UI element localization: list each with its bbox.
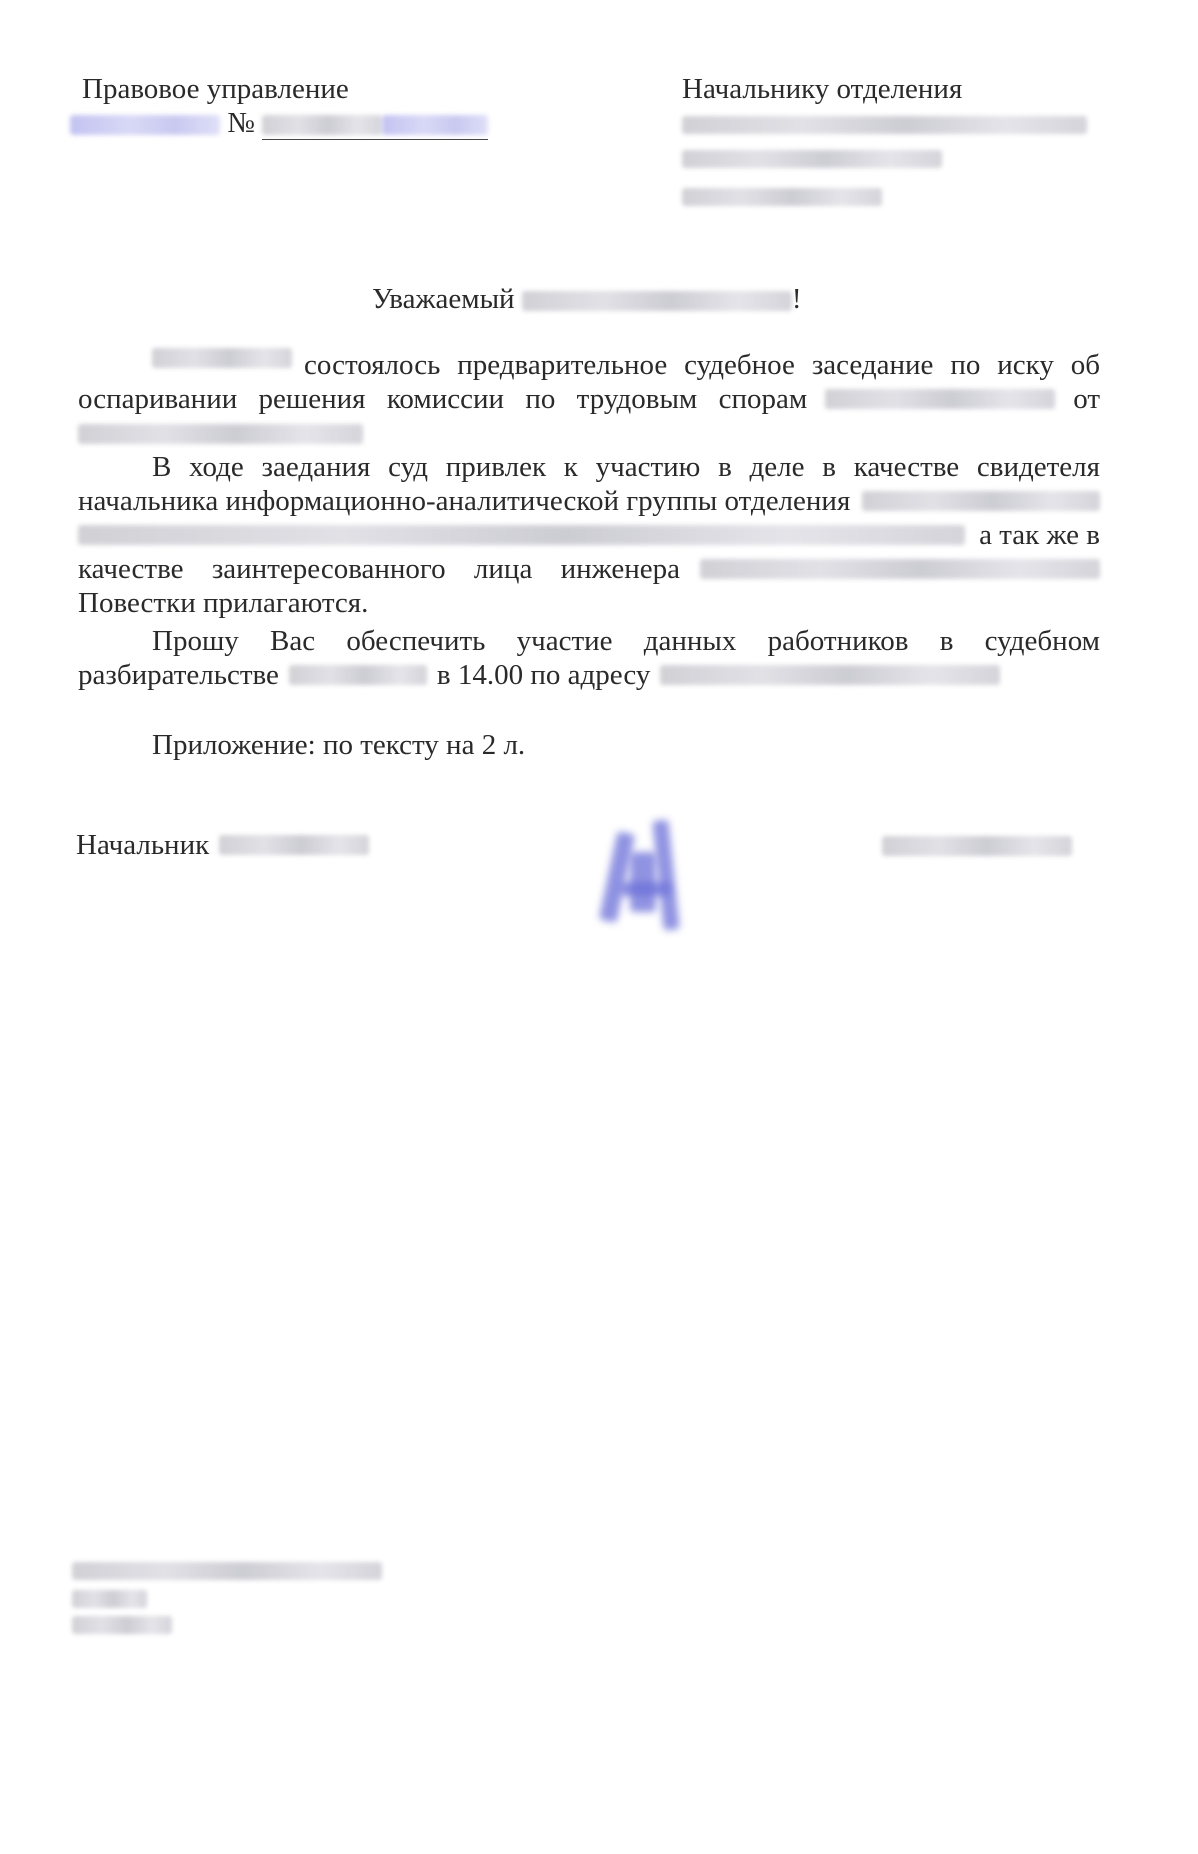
redacted-executor-extra [72,1616,172,1634]
paragraph-2-text-3-end: а так же в [979,519,1100,551]
salutation-prefix: Уважаемый [372,283,515,315]
paragraph-1-line-2 [78,382,1100,416]
signatory-title-text: Начальник [76,829,210,861]
redacted-department-name [862,491,1100,511]
outgoing-number-line [70,106,488,140]
salutation-suffix: ! [791,283,802,315]
paragraph-3-line-1: Прошу Вас обеспечить участие данных работников в судебном [152,625,1100,657]
redacted-addressee-line-3 [682,188,882,208]
paragraph-2-line-1: В ходе заедания суд привлек к участию в деле в качестве свидетеля [152,451,1100,483]
redacted-trial-date [289,665,427,685]
redacted-hearing-date [152,348,292,368]
paragraph-2-line-4 [78,552,1100,586]
sender-department: Правовое управление [82,73,349,105]
addressee-title: Начальнику отделения [682,73,963,105]
paragraph-1-text-2: оспаривании решения комиссии по трудовым спорам [78,383,808,415]
redacted-addressee-name [522,291,792,311]
paragraph-2-line-3 [78,518,1100,552]
paragraph-2-line-5: Повестки прилагаются. [78,587,369,619]
redacted-number [262,115,382,135]
redacted-case-number [825,389,1055,409]
redacted-engineer-name [700,559,1100,579]
paragraph-1-text-1: состоялось предварительное судебное заседание по иску об [304,349,1100,381]
number-sign: № [227,107,255,139]
paragraph-1-text-2-end: от [1073,383,1100,415]
paragraph-2-text-4: качестве заинтересованного лица инженера [78,553,680,585]
redacted-executor-phone [72,1590,147,1608]
redacted-date [70,115,220,135]
signatory-title [76,828,369,862]
redacted-signatory-name [882,836,1072,856]
salutation [372,282,802,316]
paragraph-2-text-2: начальника информационно-аналитической группы отделения [78,485,851,517]
outgoing-number-field [262,107,488,140]
paragraph-3-line-2 [78,658,1000,692]
redacted-court-address [660,665,1000,685]
redacted-addressee-line-2 [682,150,942,170]
redacted-addressee-line-1 [682,116,1087,136]
paragraph-1-line-3 [78,424,363,444]
paragraph-2-line-2 [78,484,1100,518]
redacted-executor-name [72,1562,382,1580]
redacted-witness-name [78,525,965,545]
redacted-number-suffix [382,115,488,135]
paragraph-1-line-1 [152,348,1100,382]
paragraph-3-text-2a: разбирательстве [78,659,279,691]
redacted-department [219,835,369,855]
attachment-note: Приложение: по тексту на 2 л. [152,729,526,761]
paragraph-3-text-2b: в 14.00 по адресу [436,659,651,691]
redacted-case-date [78,424,363,444]
handwritten-signature [600,812,690,940]
